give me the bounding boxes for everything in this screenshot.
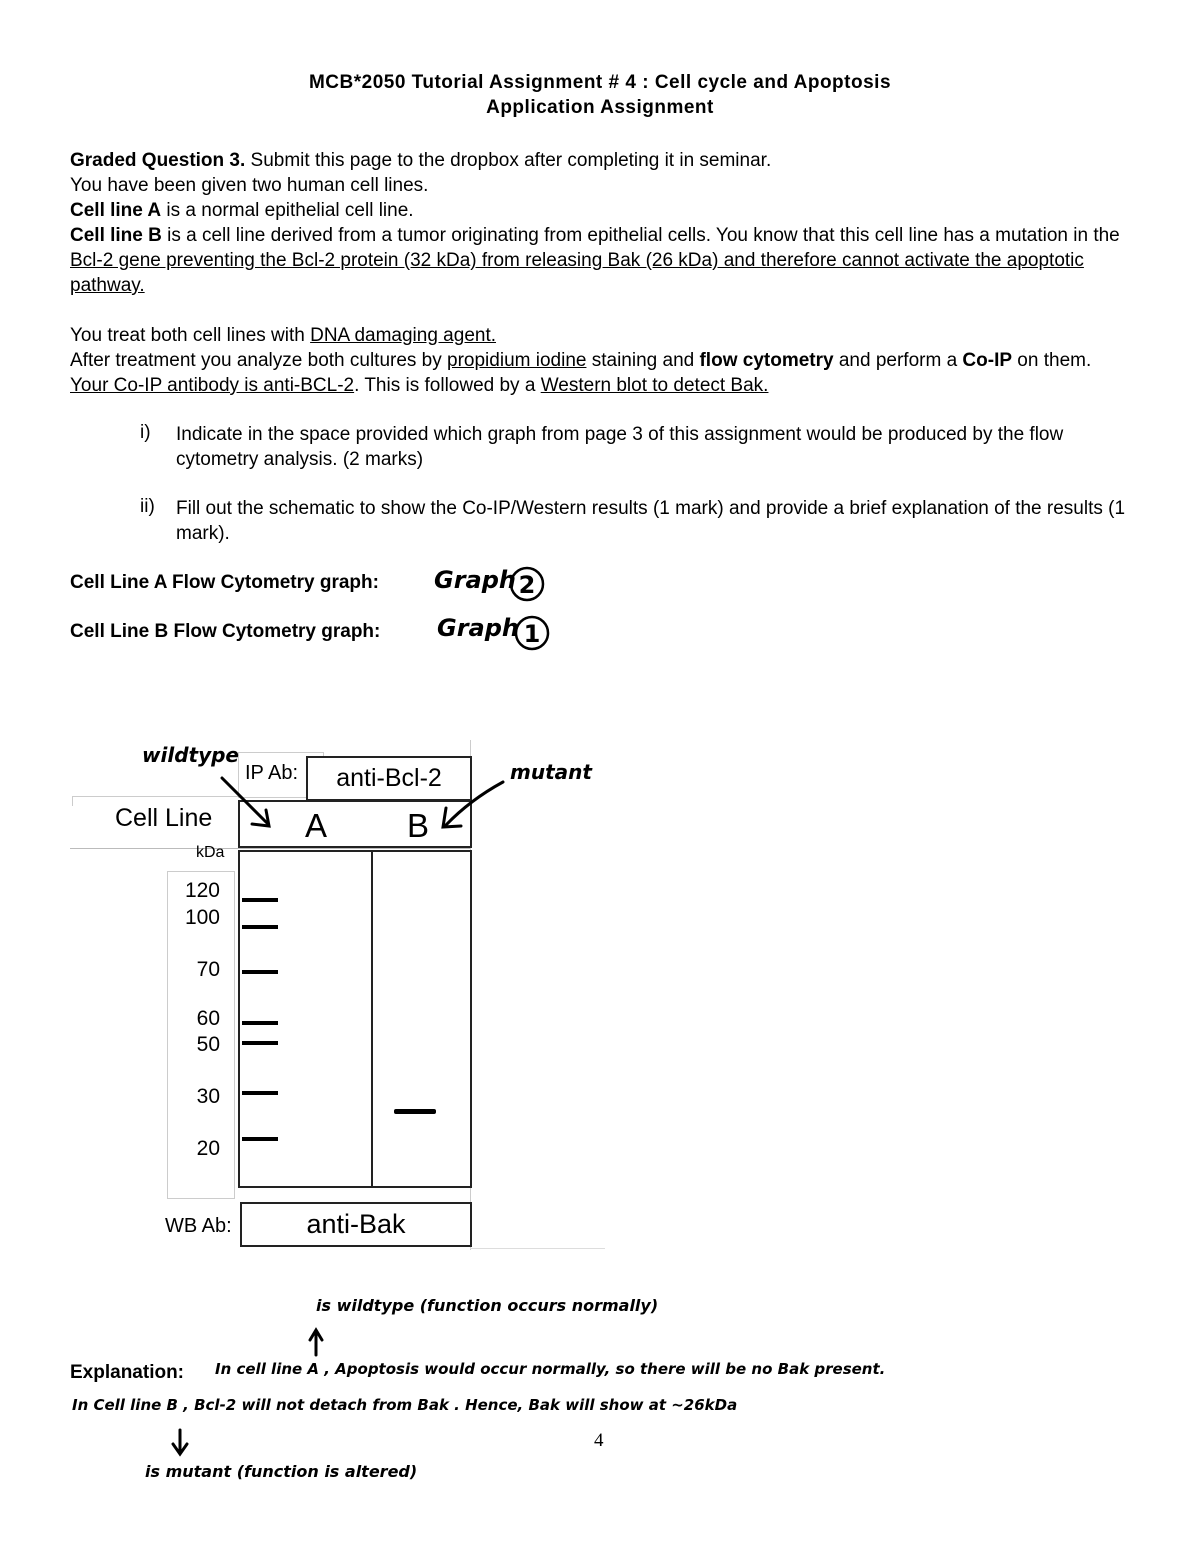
mutant-note: mutant [510,760,592,784]
explanation-note-top: is wildtype (function occurs normally) [316,1296,659,1315]
lane-divider [371,852,373,1186]
marker-label: 120 [184,879,220,902]
explanation-note-bottom: is mutant (function is altered) [145,1462,418,1481]
assignment-title: MCB*2050 Tutorial Assignment # 4 : Cell cycle and Apoptosis [308,72,892,93]
question-label: Graded Question 3. [70,150,246,171]
circled-number-2-text: 2 [518,571,536,599]
cell-line-b-graph-label: Cell Line B Flow Cytometry graph: [70,621,381,642]
item-text-2: Fill out the schematic to show the Co-IP/Western results (1 mark) and provide a brief explanation of the results (1 mark). [176,498,1126,544]
item-text-1: Indicate in the space provided which graph from page 3 of this assignment would be produced by the flow cytometry analysis. (2 marks) [176,424,1064,470]
given-text: You have been given two human cell lines. [70,175,429,196]
ladder-band [242,925,278,929]
cell-line-b-label: Cell line B [70,225,162,246]
treatment-agent: DNA damaging agent. [310,325,497,346]
item-number-2: ii) [140,496,155,517]
marker-label: 70 [196,958,220,981]
ladder-band [242,1021,278,1025]
ladder-band [242,1137,278,1141]
analysis-text [70,348,1130,398]
analysis-part-2: staining and [586,350,700,371]
western-blot-schematic [70,740,610,1255]
marker-label: 100 [184,906,220,929]
cell-line-a-text: is a normal epithelial cell line. [161,200,414,221]
question-intro [70,148,1130,398]
ip-ab-value: anti-Bcl-2 [306,756,472,801]
explanation-line-2: In Cell line B , Bcl-2 will not detach from Bak . Hence, Bak will show at ~26kDa [72,1396,738,1414]
circled-number-1-text: 1 [523,620,541,648]
marker-label: 30 [196,1085,220,1108]
ladder-band [242,898,278,902]
analysis-coip: Co-IP [962,350,1013,371]
assignment-subtitle: Application Assignment [486,97,714,118]
analysis-western: Western blot to detect Bak. [540,375,769,396]
wildtype-note: wildtype [142,743,239,767]
analysis-part-5: . This is followed by a [354,375,541,396]
marker-label: 50 [196,1033,220,1056]
analysis-part-4: on them. [1012,350,1092,371]
cell-line-label: Cell Line [115,804,213,832]
item-number-1: i) [140,422,151,443]
ladder-band [242,1091,278,1095]
circled-number-1 [514,615,550,651]
analysis-part-3: and perform a [833,350,963,371]
cell-line-b-mutation: Bcl-2 gene preventing the Bcl-2 protein (32 kDa) from releasing Bak (26 kDa) and therefore cannot activate the apoptotic pathway. [70,250,1084,296]
explanation-label: Explanation: [70,1362,185,1383]
cell-line-header [238,800,472,848]
marker-label: 20 [196,1137,220,1160]
question-instruction: Submit this page to the dropbox after completing it in seminar. [245,150,772,171]
circled-number-2 [508,566,546,602]
cell-line-a-graph-label: Cell Line A Flow Cytometry graph: [70,572,379,593]
kda-label: kDa [196,844,225,861]
cell-line-a-graph-answer: Graph [434,566,516,594]
ladder-band [242,970,278,974]
cell-line-b-text: is a cell line derived from a tumor originating from epithelial cells. You know that this cell line has a mutation in the [161,225,1120,246]
marker-label: 60 [196,1007,220,1030]
analysis-antibody: Your Co-IP antibody is anti-BCL-2 [70,375,355,396]
analysis-stain: propidium iodine [447,350,587,371]
analysis-flow: flow cytometry [699,350,834,371]
treatment-text: You treat both cell lines with [70,325,311,346]
ip-ab-label: IP Ab: [245,762,299,784]
ladder-band [242,1041,278,1045]
wb-ab-value: anti-Bak [240,1202,472,1247]
page-number: 4 [594,1430,604,1451]
lane-b-bak-band [394,1109,436,1114]
lane-a-label: A [305,807,328,844]
explanation-line-1: In cell line A , Apoptosis would occur normally, so there will be no Bak present. [215,1360,886,1378]
lane-b-label: B [407,807,430,844]
wb-ab-label: WB Ab: [165,1215,232,1237]
cell-line-a-label: Cell line A [70,200,162,221]
cell-line-b-graph-answer: Graph [437,614,519,642]
analysis-part-1: After treatment you analyze both cultures by [70,350,448,371]
